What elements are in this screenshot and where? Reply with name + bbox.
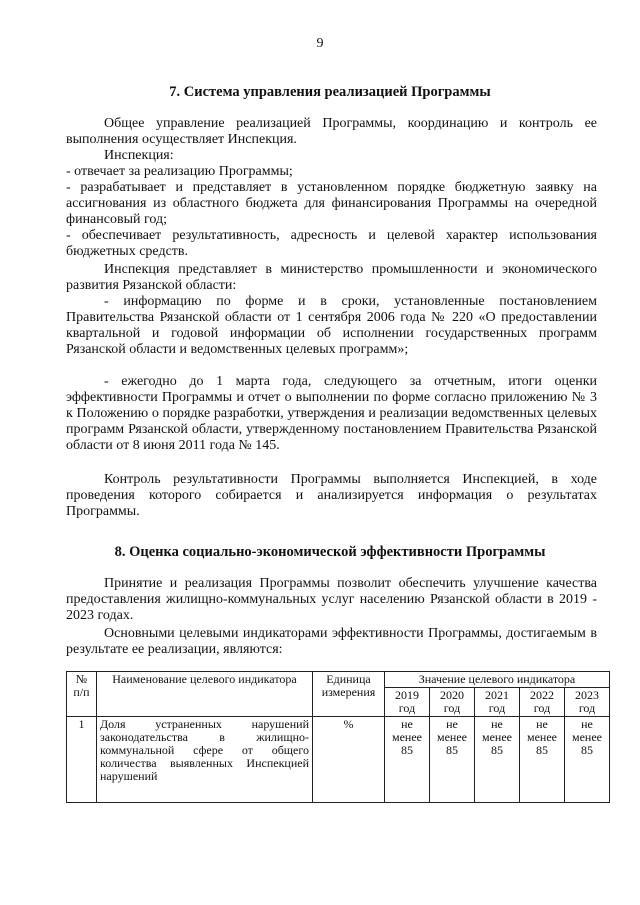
row-value: не менее 85 xyxy=(565,717,610,803)
header-year: 2023 год xyxy=(565,688,610,717)
header-year: 2020 год xyxy=(430,688,475,717)
header-year: 2022 год xyxy=(520,688,565,717)
section-8-heading: 8. Оценка социально-экономической эффективности Программы xyxy=(114,544,546,560)
header-number: № п/п xyxy=(67,672,97,717)
section-7-bullet-1: - отвечает за реализацию Программы; xyxy=(66,164,293,179)
row-value: не менее 85 xyxy=(520,717,565,803)
section-7-paragraph-4: Контроль результативности Программы выполняется Инспекцией, в ходе проведения которого собирается и анализируется информация о результатах Программы. xyxy=(66,472,597,519)
row-number: 1 xyxy=(67,717,97,803)
row-value: не менее 85 xyxy=(385,717,430,803)
section-7-bullet-4: - информацию по форме и в сроки, установленные постановлением Правительства Рязанской области от 1 сентября 2006 года № 220 «О предоставлении квартальной и годовой информации об исполнении государственных программ Рязанской области и ведомственных целевых программ»; xyxy=(66,294,597,357)
page-number: 9 xyxy=(316,36,324,51)
section-7-paragraph-2: Инспекция: xyxy=(104,148,174,163)
header-year: 2019 год xyxy=(385,688,430,717)
section-8-paragraph-1: Принятие и реализация Программы позволит обеспечить улучшение качества предоставления жилищно-коммунальных услуг населению Рязанской области в 2019 - 2023 годах. xyxy=(66,576,597,623)
row-value: не менее 85 xyxy=(430,717,475,803)
section-7-heading: 7. Система управления реализацией Программы xyxy=(169,84,491,100)
section-7-bullet-5: - ежегодно до 1 марта года, следующего за отчетным, итоги оценки эффективности Программы и отчет о выполнении по форме согласно приложению № 3 к Положению о порядке разработки, утверждения и реализации ведомственных целевых программ Рязанской области, утвержденному постановлением Правительства Рязанской области от 8 июня 2011 года № 145. xyxy=(66,374,597,453)
header-unit: Единица измерения xyxy=(313,672,385,717)
section-7-bullet-2: - разрабатывает и представляет в установленном порядке бюджетную заявку на ассигнования из областного бюджета для финансирования Программы на очередной финансовый год; xyxy=(66,180,597,227)
indicators-table xyxy=(66,671,610,803)
section-7-paragraph-1: Общее управление реализацией Программы, координацию и контроль ее выполнения осуществляет Инспекция. xyxy=(66,116,597,147)
section-7-bullet-3: - обеспечивает результативность, адресность и целевой характер использования бюджетных средств. xyxy=(66,228,597,259)
row-value: не менее 85 xyxy=(475,717,520,803)
header-year: 2021 год xyxy=(475,688,520,717)
header-indicator-name: Наименование целевого индикатора xyxy=(97,672,313,717)
table-row xyxy=(67,717,610,803)
section-7-paragraph-3: Инспекция представляет в министерство промышленности и экономического развития Рязанской области: xyxy=(66,262,597,293)
section-8-paragraph-2: Основными целевыми индикаторами эффективности Программы, достигаемым в результате ее реализации, являются: xyxy=(66,626,597,657)
table-header-row xyxy=(67,672,610,688)
row-indicator-name: Доля устраненных нарушений законодательства в жилищно-коммунальной сфере от общего количества выявленных Инспекцией нарушений xyxy=(97,717,313,803)
row-unit: % xyxy=(313,717,385,803)
header-indicator-value: Значение целевого индикатора xyxy=(385,672,610,688)
